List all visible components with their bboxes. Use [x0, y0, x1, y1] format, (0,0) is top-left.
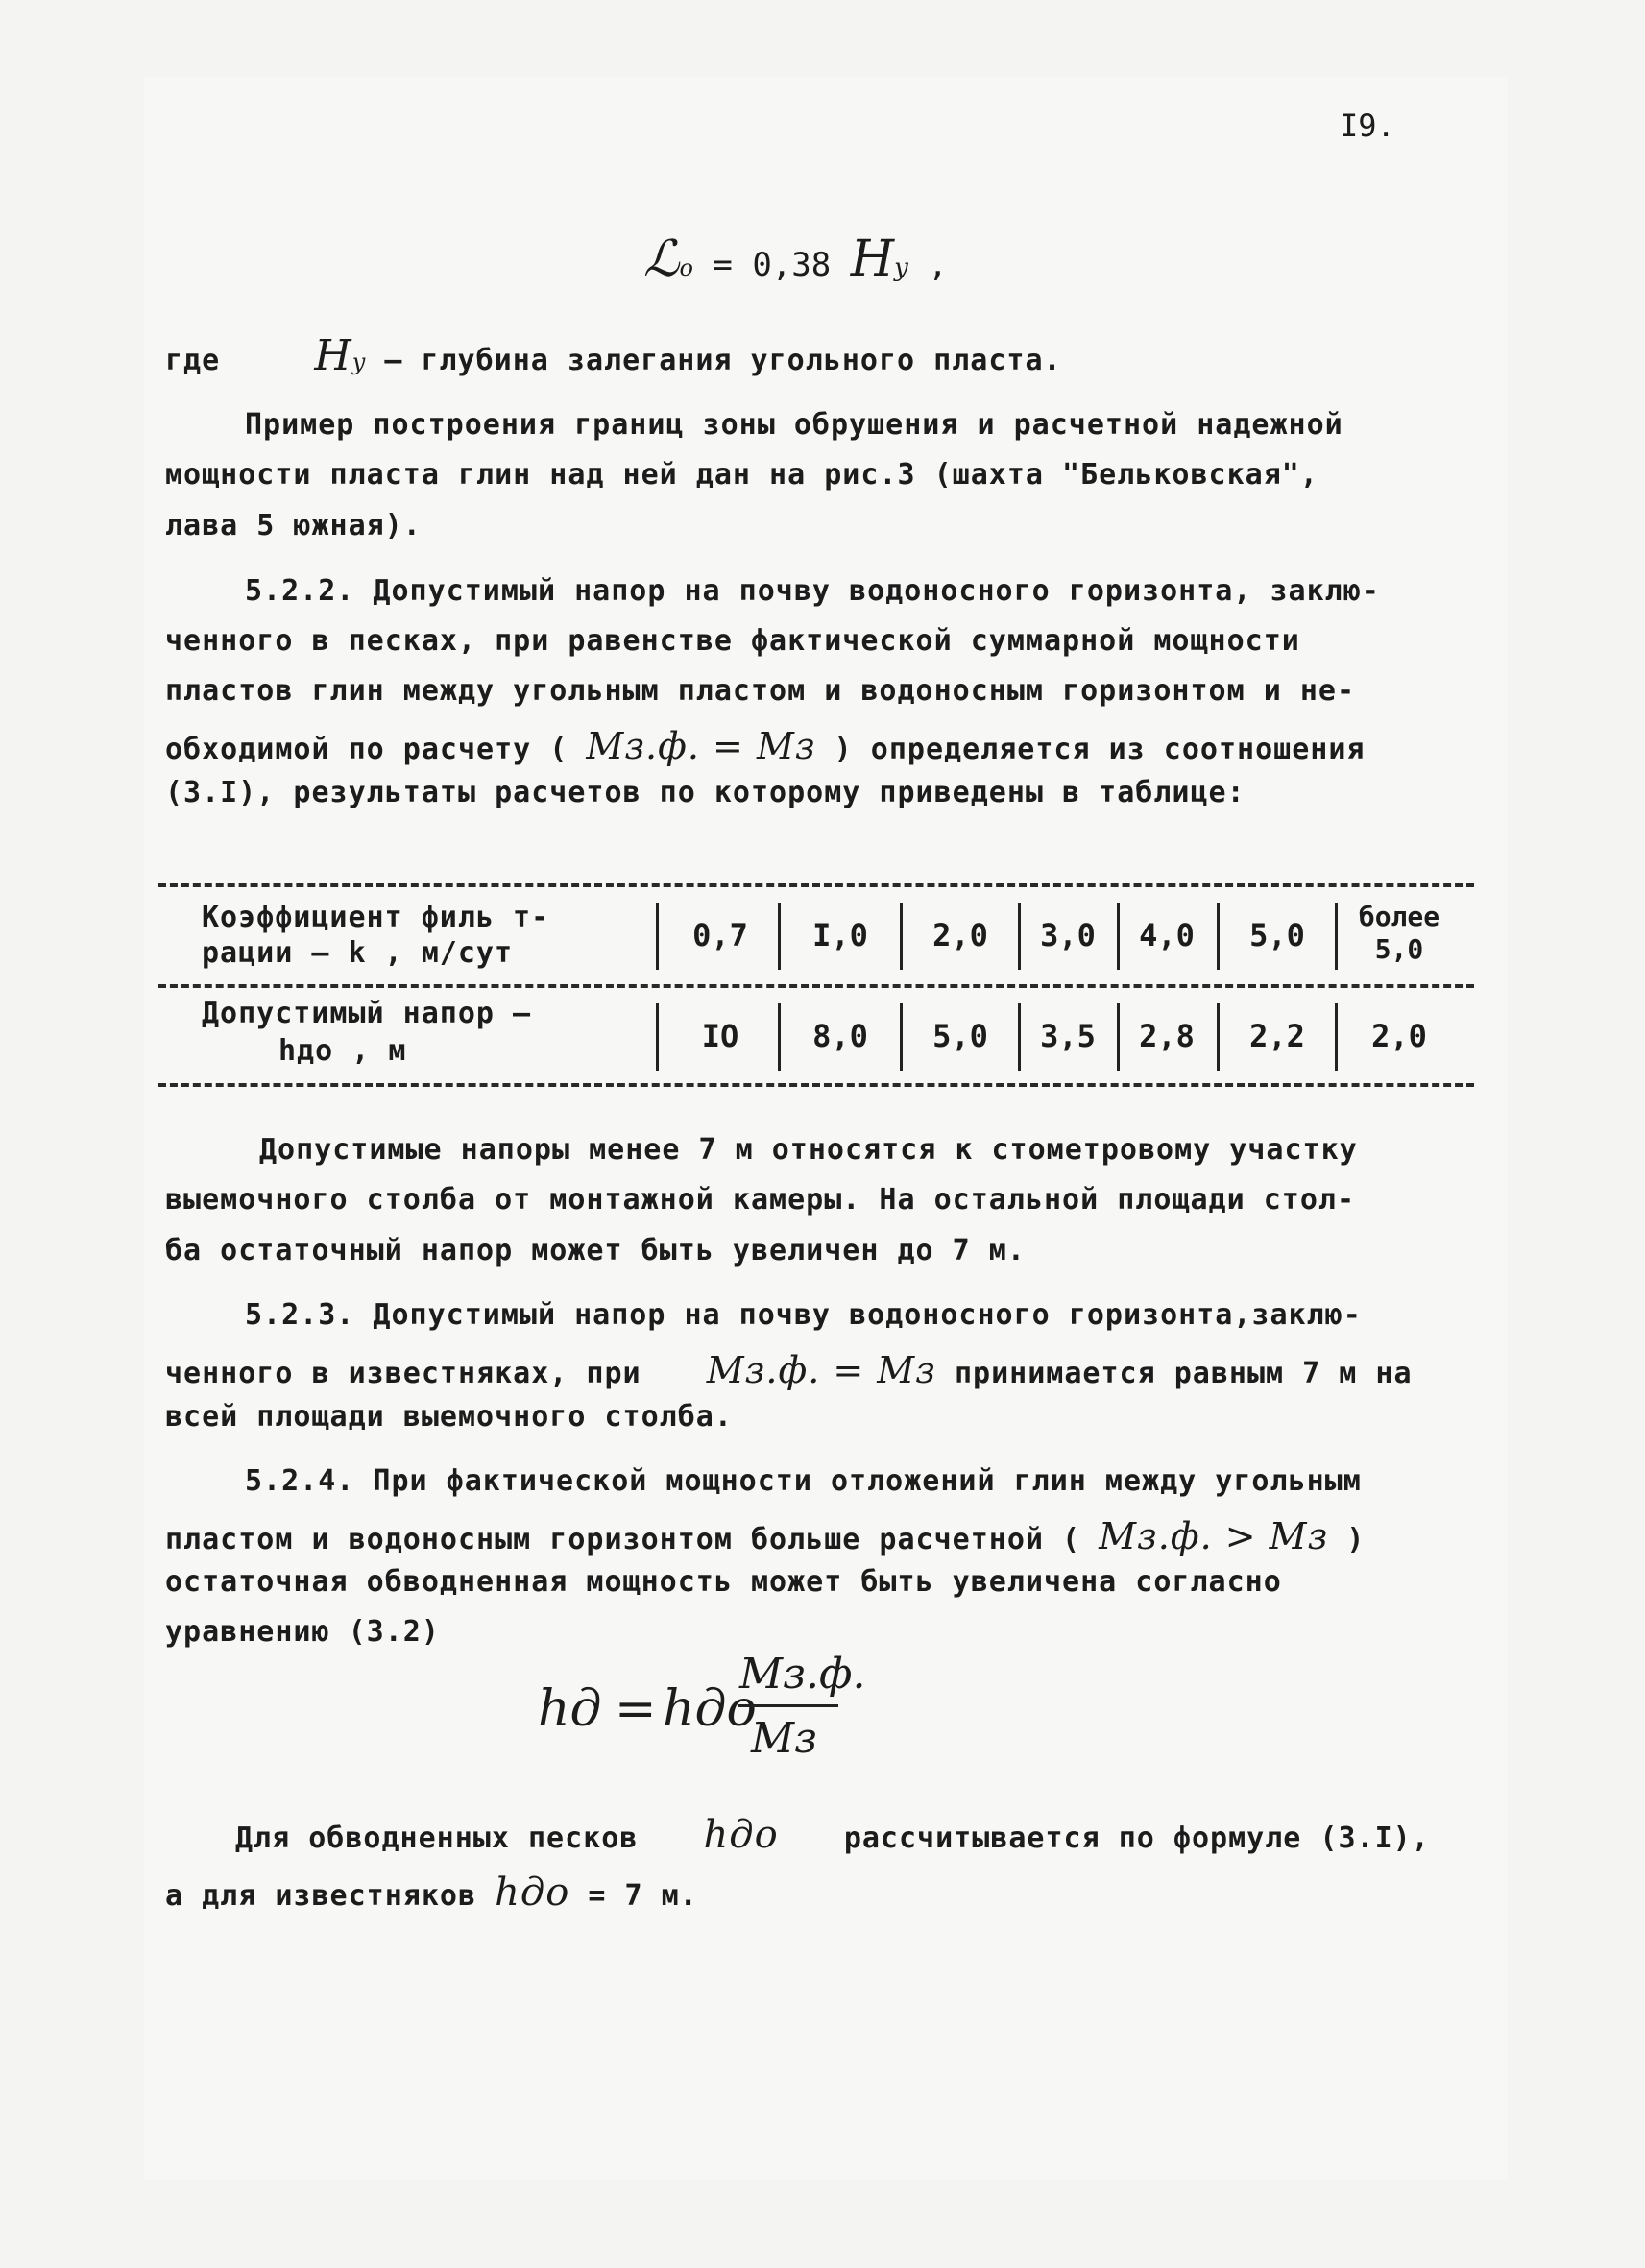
formula-rhs-sub: y [894, 253, 908, 282]
para5-line2-start: пластом и водоносным горизонтом больше расчетной ( [165, 1523, 1081, 1556]
table-cell: 5,0 [1249, 917, 1305, 953]
formula-lhs: ℒ [643, 230, 680, 288]
para6-line1-symbol: hдо [703, 1813, 779, 1857]
table-rule-bottom [158, 1083, 1474, 1087]
formula2-fraction-bar [738, 1704, 838, 1707]
where-line [165, 331, 1062, 380]
para2-line1: 5.2.2. Допустимый напор на почву водоносного горизонта, заклю- [245, 574, 1380, 608]
para4-line1: 5.2.3. Допустимый напор на почву водоносного горизонта,заклю- [245, 1298, 1362, 1332]
formula-eq: = 0,38 [713, 246, 832, 284]
table-cell: 3,5 [1040, 1018, 1096, 1054]
formula2-denominator: Mз [751, 1714, 818, 1763]
where-text: – глубина залегания угольного пласта. [384, 344, 1062, 377]
formula2-lhs: hд [538, 1680, 602, 1738]
para5-line2-end: ) [1346, 1523, 1366, 1556]
para4-line2-start: ченного в известняках, при [165, 1357, 641, 1390]
para1-line3: лава 5 южная). [165, 509, 422, 543]
where-symbol-sub: y [351, 349, 367, 375]
table-row2-label-line1: Допустимый напор – [202, 997, 532, 1030]
para6-line2-symbol: hдо [495, 1870, 570, 1915]
table-row1-label-line2: рации – k , м/сут [202, 936, 514, 970]
formula-tail: , [928, 246, 948, 284]
table-cell: 2,0 [932, 917, 988, 953]
para4-line2 [165, 1349, 1413, 1391]
para5-line3: остаточная обводненная мощность может быть увеличена согласно [165, 1565, 1282, 1599]
formula2-numerator: Mз.ф. [739, 1650, 866, 1699]
para4-line2-end: принимается равным 7 м на [954, 1357, 1413, 1390]
table-cell: 0,7 [692, 917, 748, 953]
table-cell: 3,0 [1040, 917, 1096, 953]
table-cell: 4,0 [1139, 917, 1195, 953]
para1-line2: мощности пласта глин над ней дан на рис.3 (шахта "Бельковская", [165, 458, 1318, 492]
formula2-coef: hдо [663, 1680, 757, 1738]
where-label: где [165, 344, 221, 377]
table-cell: 2,8 [1139, 1018, 1195, 1054]
para1-line1: Пример построения границ зоны обрушения и расчетной надежной [245, 408, 1343, 442]
para2-line4-start: обходимой по расчету ( [165, 733, 568, 766]
para2-line4-formula: Mз.ф. = Mз [586, 725, 816, 767]
para5-line4: уравнению (3.2) [165, 1615, 440, 1649]
table-cell: 2,0 [1371, 1018, 1427, 1054]
para6-line2 [165, 1870, 698, 1915]
table-cell-more-line1: более [1358, 901, 1440, 932]
table-rule-top [158, 883, 1474, 887]
para5-line2 [165, 1515, 1365, 1557]
para2-line4 [165, 725, 1365, 767]
table-cell: 2,2 [1249, 1018, 1305, 1054]
table-row1-label-line1: Коэффициент филь т- [202, 901, 550, 934]
para2-line2: ченного в песках, при равенстве фактической суммарной мощности [165, 624, 1300, 658]
where-symbol: H [314, 331, 352, 380]
para4-line3: всей площади выемочного столба. [165, 1400, 733, 1434]
para6-line1 [235, 1813, 1430, 1857]
para5-line2-formula: Mз.ф. > Mз [1099, 1515, 1329, 1557]
formula2-eq: = [615, 1680, 657, 1738]
table-cell: I,0 [812, 917, 868, 953]
para3-line2: выемочного столба от монтажной камеры. На остальной площади стол- [165, 1183, 1355, 1217]
para6-line1-start: Для обводненных песков [235, 1822, 639, 1855]
para2-line4-end: ) определяется из соотношения [834, 733, 1366, 766]
formula-rhs: H [850, 230, 895, 288]
formula-roof-height [643, 230, 948, 288]
para2-line5: (3.I), результаты расчетов по которому приведены в таблице: [165, 776, 1246, 809]
document-page [144, 77, 1508, 2180]
para6-line2-end: = 7 м. [588, 1879, 698, 1913]
para4-line2-formula: Mз.ф. = Mз [706, 1349, 936, 1391]
table-row2-label-line2: hдо , м [278, 1034, 407, 1068]
para6-line1-end: рассчитывается по формуле (3.I), [843, 1822, 1430, 1855]
para5-line1: 5.2.4. При фактической мощности отложений глин между угольным [245, 1464, 1362, 1498]
table-cell: IO [701, 1018, 739, 1054]
table-rule-mid [158, 984, 1474, 988]
para3-line3: ба остаточный напор может быть увеличен до 7 м. [165, 1234, 1026, 1267]
table-cell: 5,0 [932, 1018, 988, 1054]
para2-line3: пластов глин между угольным пластом и водоносным горизонтом и не- [165, 674, 1355, 708]
page-number: I9. [1340, 108, 1395, 144]
para6-line2-start: а для известняков [165, 1879, 477, 1913]
table-cell-more-line2: 5,0 [1374, 933, 1424, 965]
para3-line1: Допустимые напоры менее 7 м относятся к стометровому участку [259, 1133, 1358, 1167]
table-cell: 8,0 [812, 1018, 868, 1054]
formula-lhs-sub: o [679, 254, 693, 281]
